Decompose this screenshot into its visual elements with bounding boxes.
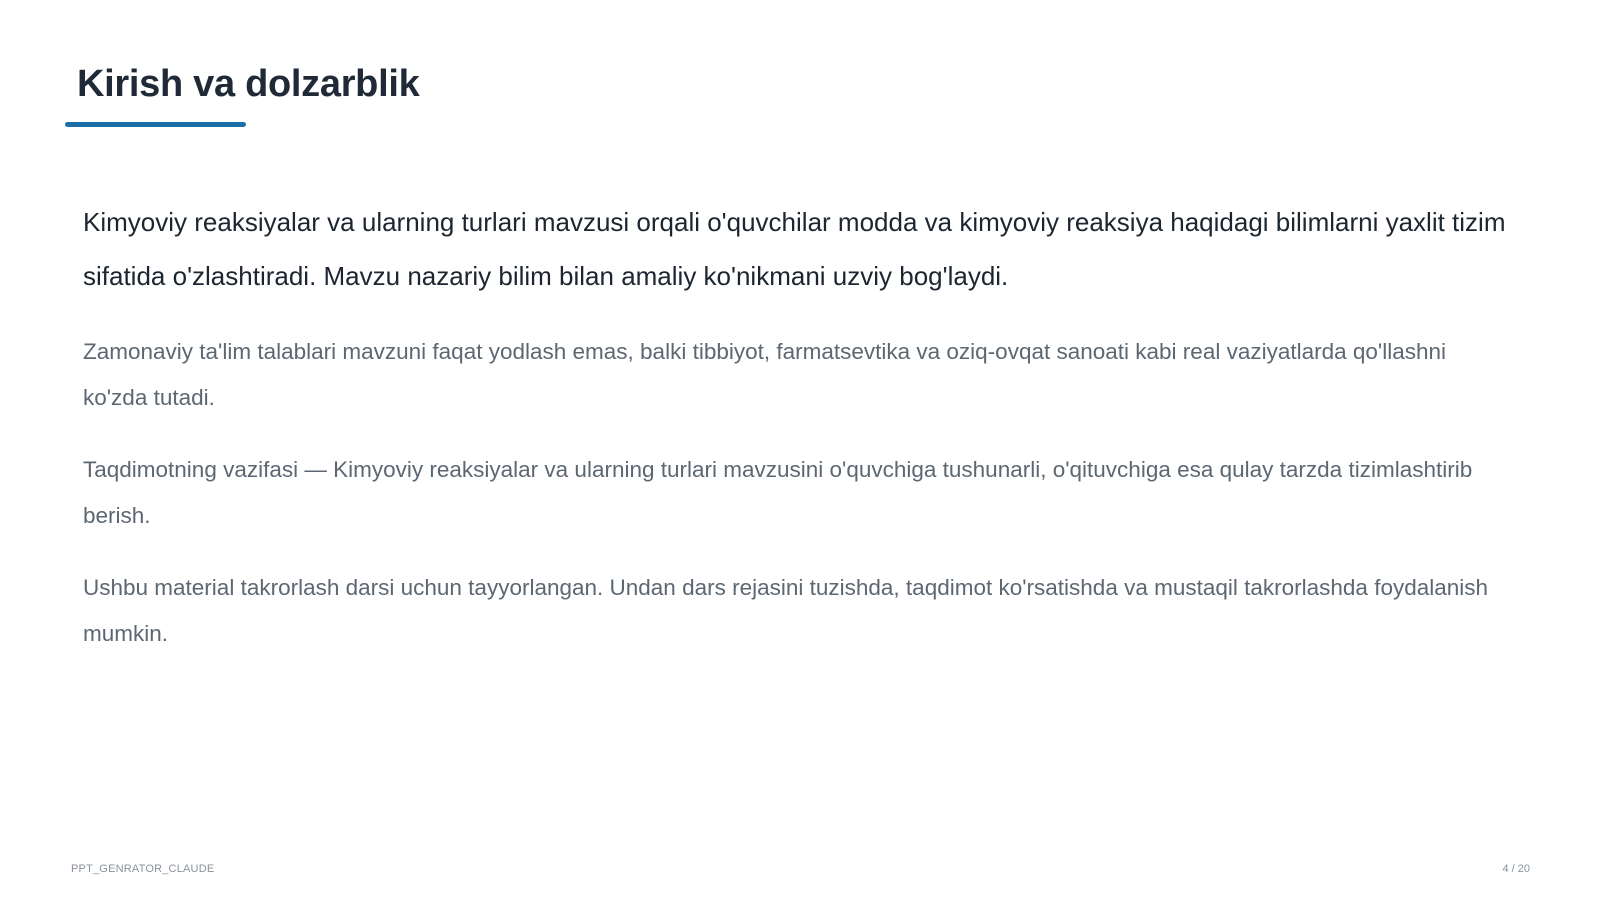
title-underline: [65, 122, 246, 127]
slide-content: [83, 195, 1513, 683]
page-number: 4 / 20: [1502, 863, 1530, 875]
body-paragraph-2: Taqdimotning vazifasi — Kimyoviy reaksiyalar va ularning turlari mavzusini o'quvchiga tushunarli, o'qituvchiga esa qulay tarzda tizimlashtirib berish.: [83, 457, 1473, 528]
slide-title: Kirish va dolzarblik: [77, 63, 420, 105]
body-paragraph-1: Zamonaviy ta'lim talablari mavzuni faqat yodlash emas, balki tibbiyot, farmatsevtika va oziq-ovqat sanoati kabi real vaziyatlarda qo'llashni ko'zda tutadi.: [83, 339, 1446, 410]
lead-paragraph: Kimyoviy reaksiyalar va ularning turlari mavzusi orqali o'quvchilar modda va kimyoviy reaksiya haqidagi bilimlarni yaxlit tizim sifatida o'zlashtiradi. Mavzu nazariy bilim bilan amaliy ko'nikmani uzviy bog'laydi.: [83, 207, 1506, 291]
body-paragraph-3: Ushbu material takrorlash darsi uchun tayyorlangan. Undan dars rejasini tuzishda, taqdimot ko'rsatishda va mustaqil takrorlashda foydalanish mumkin.: [83, 575, 1489, 646]
footer-brand: PPT_GENRATOR_CLAUDE: [71, 863, 215, 875]
